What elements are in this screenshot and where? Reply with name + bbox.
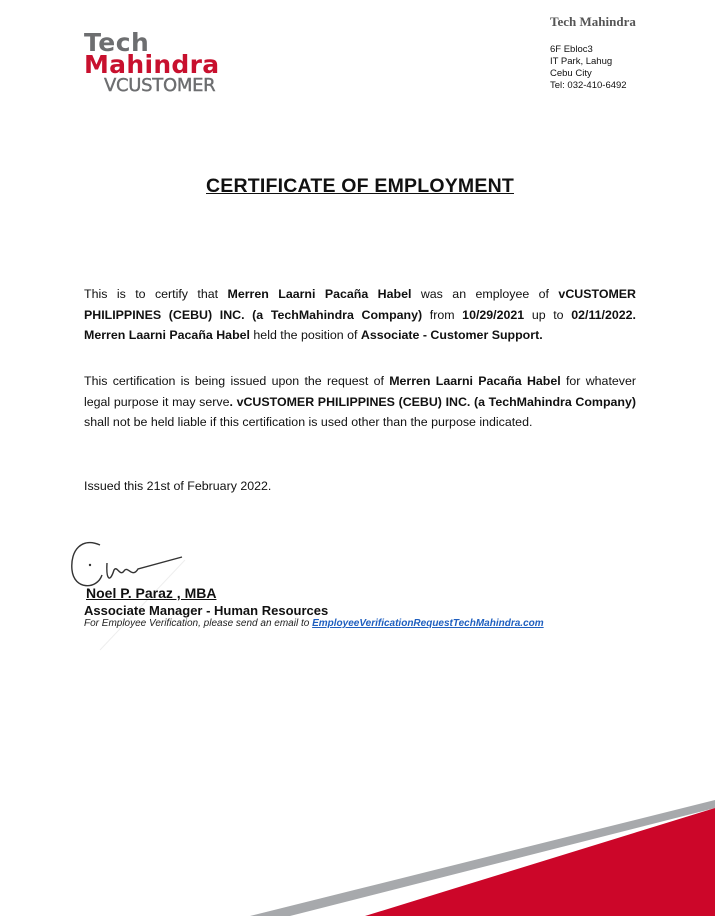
text: up to <box>524 307 572 322</box>
text: This certification is being issued upon the request of <box>84 374 390 388</box>
purpose-paragraph <box>84 371 636 433</box>
address-line: Cebu City <box>550 68 592 79</box>
logo-vcustomer: VCUSTOMER <box>104 75 216 96</box>
red-wedge <box>365 808 715 916</box>
text: held the position of <box>249 328 361 342</box>
address-phone: Tel: 032-410-6492 <box>550 80 627 91</box>
text: shall not be held liable if this certification is used other than the purpose indicated. <box>84 415 533 429</box>
verification-email-link[interactable]: EmployeeVerificationRequestTechMahindra.com <box>312 618 544 629</box>
logo-mahindra: Mahindra <box>84 50 220 79</box>
header-address <box>550 44 627 92</box>
verification-text: For Employee Verification, please send an email to <box>84 618 313 629</box>
employer-name: . vCUSTOMER PHILIPPINES (CEBU) INC. (a TechMahindra Company) <box>229 394 636 409</box>
verification-note <box>84 618 544 629</box>
employer-name: vCUSTOMER PHILIPPINES (CEBU) INC. (a TechMahindra Company) <box>84 287 636 322</box>
job-position: Associate - Customer Support. <box>360 328 543 342</box>
address-line: 6F Ebloc3 <box>550 44 593 55</box>
text: from <box>422 307 463 322</box>
text: This is to certify that <box>84 287 228 301</box>
header-company-name: Tech Mahindra <box>550 14 636 29</box>
employee-name: Merren Laarni Pacaña Habel <box>389 374 561 388</box>
end-date: 02/11/2022. <box>571 307 636 322</box>
signatory-position: Associate Manager - Human Resources <box>84 603 329 618</box>
address-line: IT Park, Lahug <box>550 56 613 67</box>
issued-date: Issued this 21st of February 2022. <box>84 479 272 493</box>
employee-name: Merren Laarni Pacaña Habel <box>84 328 250 342</box>
text: for whatever legal purpose it may serve <box>84 374 636 409</box>
tech-mahindra-vcustomer-logo <box>84 28 220 96</box>
signatory-name: Noel P. Paraz , MBA <box>86 585 217 601</box>
document-title: CERTIFICATE OF EMPLOYMENT <box>206 175 514 197</box>
employment-paragraph <box>84 284 636 346</box>
logo-tech: Tech <box>84 28 150 57</box>
text: was an employee of <box>411 287 559 301</box>
start-date: 10/29/2021 <box>462 307 525 322</box>
employee-name: Merren Laarni Pacaña Habel <box>227 287 412 301</box>
